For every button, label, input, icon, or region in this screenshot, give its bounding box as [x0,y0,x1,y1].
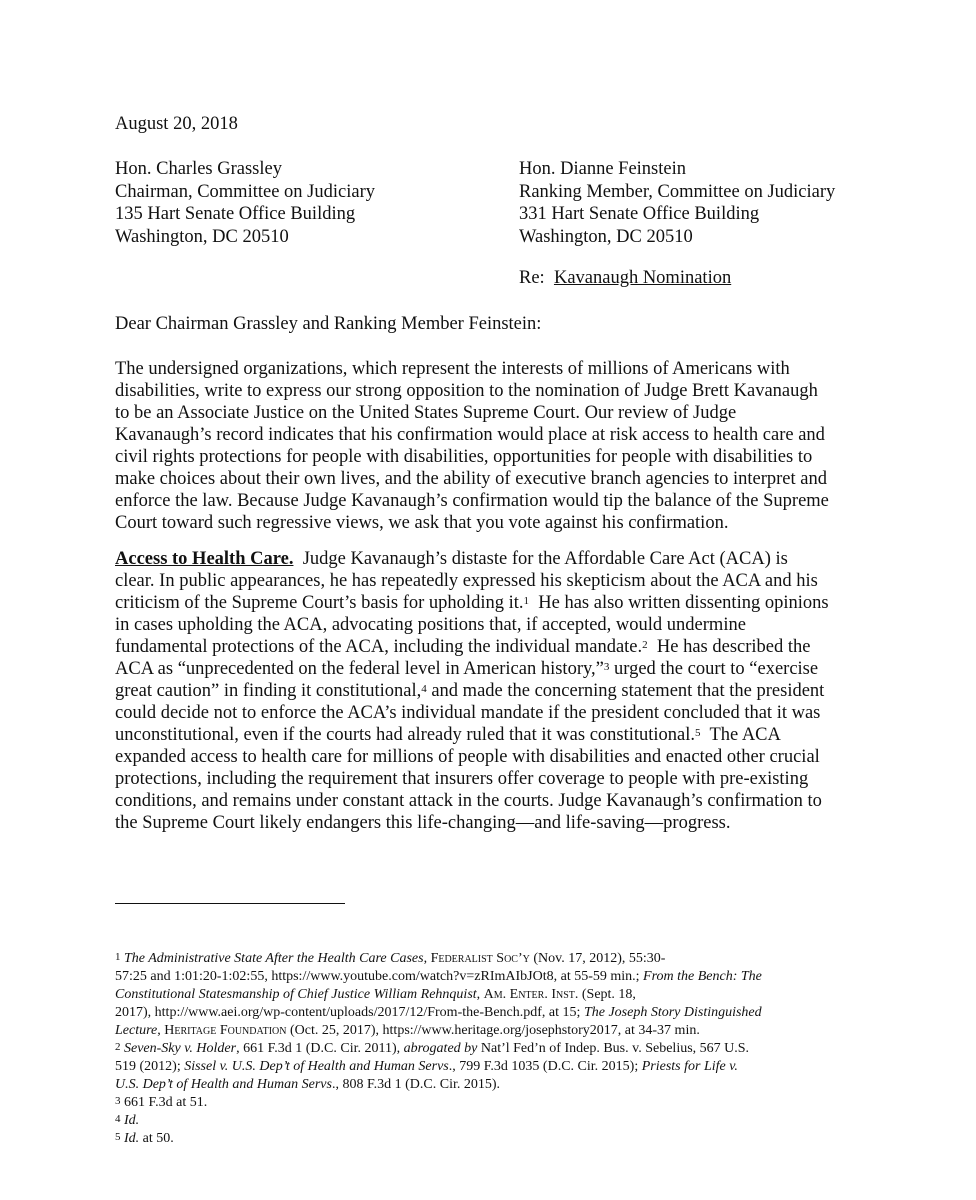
paragraph-line: fundamental protections of the ACA, including the individual mandate.$^2$ He has described the [115,637,811,657]
recipient-grassley [115,158,375,248]
re-line [519,268,731,289]
paragraph-opposition [115,358,875,534]
paragraph-line: expanded access to health care for millions of people with disabilities and enacted other crucial [115,747,820,767]
paragraph-line: conditions, and remains under constant attack in the courts. Judge Kavanaugh’s confirmation to [115,791,822,811]
recipient-line: 135 Hart Senate Office Building [115,204,356,224]
footnote-1-line: 2017), http://www.aei.org/wp-content/uploads/2017/12/From-the-Bench.pdf, at 15; The Joseph Story Distinguished [115,1005,762,1020]
footnote-ref: 1 [523,595,529,607]
footnote-ref: 5 [695,727,701,739]
recipient-line: Hon. Charles Grassley [115,159,282,179]
paragraph-line: Court toward such regressive views, we ask that you vote against his confirmation. [115,513,729,533]
footnote-1-line: 57:25 and 1:01:20-1:02:55, https://www.youtube.com/watch?v=zRImAIbJOt8, at 55-59 min.; From the Bench: The [115,969,762,984]
paragraph-line: disabilities, write to express our strong opposition to the nomination of Judge Brett Kavanaugh [115,381,818,401]
footnote-2: $^2$ Seven-Sky v. Holder, 661 F.3d 1 (D.C. Cir. 2011), abrogated by Nat’l Fed’n of Indep. Bus. v. Sebelius, 567 U.S. [115,1041,750,1056]
footnote-3: $^3$ 661 F.3d at 51. [115,1095,208,1110]
footnote-2-line: U.S. Dep’t of Health and Human Servs., 808 F.3d 1 (D.C. Cir. 2015). [115,1077,501,1092]
footnote-2-line: 519 (2012); Sissel v. U.S. Dep’t of Health and Human Servs., 799 F.3d 1035 (D.C. Cir. 2015); Priests for Life v. [115,1059,738,1074]
paragraph-line: Access to Health Care. Judge Kavanaugh’s distaste for the Affordable Care Act (ACA) is [115,549,788,569]
recipient-line: Hon. Dianne Feinstein [519,159,686,179]
paragraph-line: could decide not to enforce the ACA’s individual mandate if the president concluded that it was [115,703,821,723]
paragraph-line: in cases upholding the ACA, advocating positions that, if accepted, would undermine [115,615,746,635]
letter-date: August 20, 2018 [115,114,238,134]
footnote-ref: 3 [603,661,610,673]
footnote-1-line: Constitutional Statesmanship of Chief Justice William Rehnquist, Am. Enter. Inst. (Sept. 18, [115,987,636,1002]
paragraph-line: Kavanaugh’s record indicates that his confirmation would place at risk access to health care and [115,425,825,445]
footnotes [115,950,875,1148]
paragraph-line: unconstitutional, even if the courts had already ruled that it was constitutional.$^5$ The ACA [115,725,781,745]
paragraph-health-care [115,548,875,834]
footnote-ref: 2 [642,639,648,651]
footnote-divider [115,903,345,904]
paragraph-line: criticism of the Supreme Court’s basis for upholding it.$^1$ He has also written dissenting opinions [115,593,829,613]
recipient-line: Ranking Member, Committee on Judiciary [519,181,836,202]
salutation: Dear Chairman Grassley and Ranking Member Feinstein: [115,314,542,334]
recipient-line: 331 Hart Senate Office Building [519,204,760,224]
paragraph-line: civil rights protections for people with disabilities, opportunities for people with disabilities to [115,447,813,467]
paragraph-line: great caution” in finding it constitutional,$^4$ and made the concerning statement that the president [115,681,825,701]
paragraph-line: protections, including the requirement that insurers offer coverage to people with pre-existing [115,769,809,789]
paragraph-line: to be an Associate Justice on the United States Supreme Court. Our review of Judge [115,403,737,423]
recipient-line: Washington, DC 20510 [519,226,693,247]
recipient-line: Chairman, Committee on Judiciary [115,181,375,202]
re-label: Re: [519,268,545,288]
paragraph-line: enforce the law. Because Judge Kavanaugh’s confirmation would tip the balance of the Supreme [115,491,829,511]
paragraph-line: the Supreme Court likely endangers this life-changing—and life-saving—progress. [115,813,731,833]
re-subject: Kavanaugh Nomination [553,268,732,288]
footnote-5: $^5$ Id. at 50. [115,1131,174,1146]
footnote-4: $^4$ Id. [115,1113,140,1128]
paragraph-line: ACA as “unprecedented on the federal level in American history,”$^3$ urged the court to “exercise [115,659,819,679]
paragraph-line: make choices about their own lives, and the ability of executive branch agencies to interpret and [115,469,827,489]
recipient-line: Washington, DC 20510 [115,226,289,247]
recipient-feinstein [519,158,835,248]
footnote-ref: 4 [421,683,427,695]
footnote-1: $^1$ The Administrative State After the Health Care Cases, Federalist Soc’y (Nov. 17, 2012), 55:30- [115,951,666,966]
section-heading: Access to Health Care. [115,549,294,569]
footnote-1-line: Lecture, Heritage Foundation (Oct. 25, 2017), https://www.heritage.org/josephstory2017, at 34-37 min. [115,1023,700,1038]
paragraph-line: The undersigned organizations, which represent the interests of millions of Americans with [115,359,790,379]
paragraph-line: clear. In public appearances, he has repeatedly expressed his skepticism about the ACA and his [115,571,818,591]
